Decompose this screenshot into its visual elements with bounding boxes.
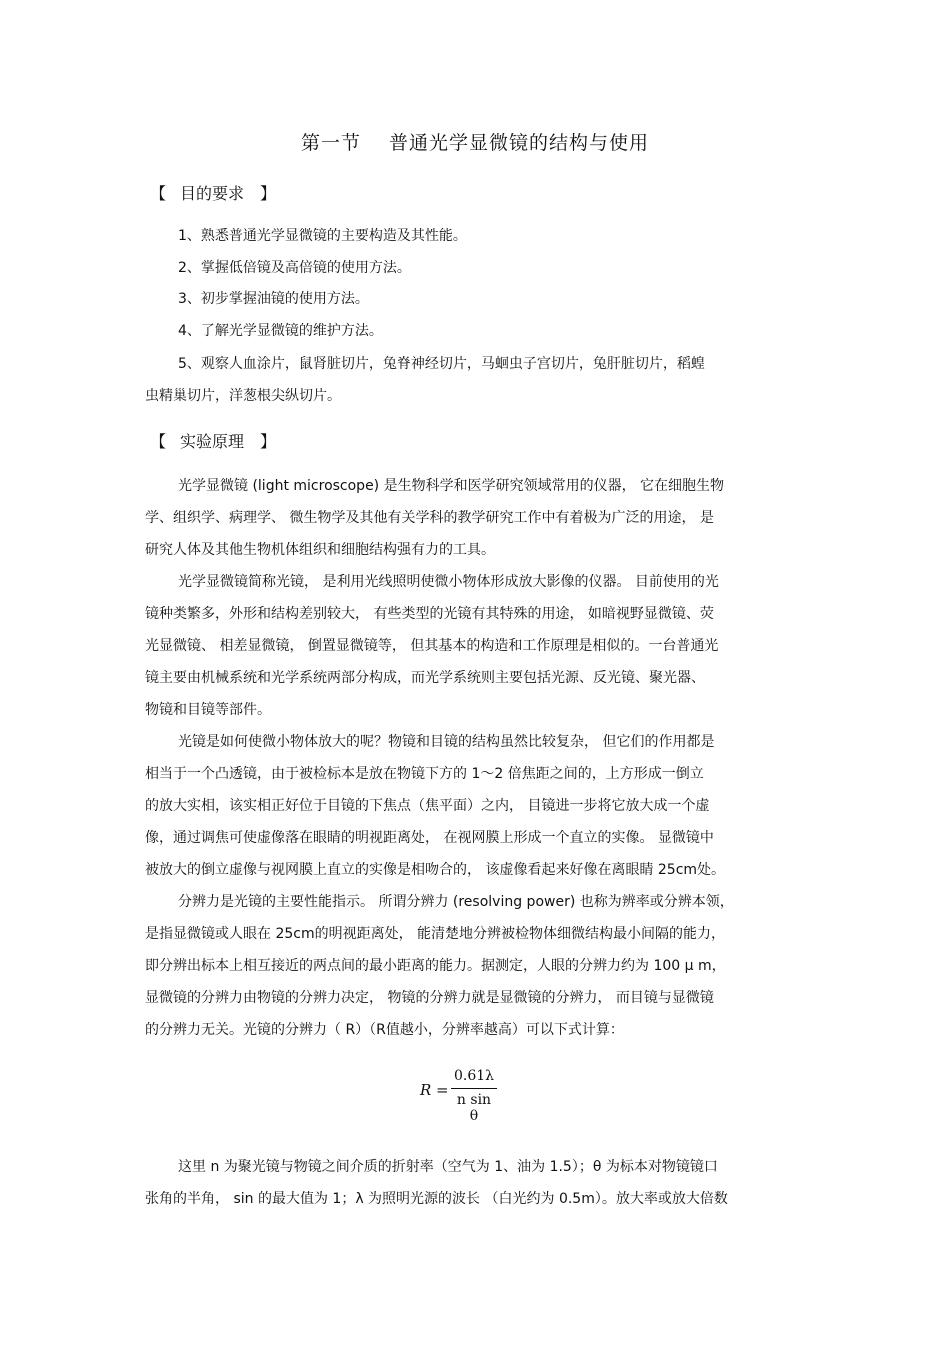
purpose-item: 1、熟悉普通光学显微镜的主要构造及其性能。 — [178, 228, 467, 244]
purpose-item-continued: 虫精巢切片，洋葱根尖纵切片。 — [145, 388, 341, 404]
fraction-bar — [451, 1088, 497, 1089]
paragraph-line: 光显微镜、 相差显微镜， 倒置显微镜等， 但其基本的构造和工作原理是相似的。一台普通光 — [145, 638, 719, 654]
paragraph-line: 光学显微镜简称光镜， 是利用光线照明使微小物体形成放大影像的仪器。 目前使用的光 — [178, 574, 719, 590]
paragraph-line: 研究人体及其他生物机体组织和细胞结构强有力的工具。 — [145, 542, 495, 558]
paragraph-line: 显微镜的分辨力由物镜的分辨力决定， 物镜的分辨力就是显微镜的分辨力， 而目镜与显微镜 — [145, 990, 714, 1006]
paragraph-line: 张角的半角， sin 的最大值为 1；λ 为照明光源的波长 （白光约为 0.5m）。放大率或放大倍数 — [145, 1191, 728, 1207]
paragraph-line: 的放大实相，该实相正好位于目镜的下焦点（焦平面）之内， 目镜进一步将它放大成一个虚 — [145, 798, 710, 814]
heading-purpose: 【 目的要求 】 — [150, 184, 277, 203]
paragraph-line: 即分辨出标本上相互接近的两点间的最小距离的能力。据测定，人眼的分辨力约为 100 μ m， — [145, 958, 726, 974]
paragraph-line: 的分辨力无关。光镜的分辨力（ R）（R值越小，分辨率越高）可以下式计算： — [145, 1022, 624, 1038]
paragraph-line: 光镜是如何使微小物体放大的呢？物镜和目镜的结构虽然比较复杂， 但它们的作用都是 — [178, 734, 715, 750]
formula-denominator: n sin θ — [456, 1092, 492, 1124]
resolution-formula — [420, 1066, 500, 1124]
page-title — [0, 128, 950, 155]
paragraph-line: 学、组织学、病理学、 微生物学及其他有关学科的教学研究工作中有着极为广泛的用途， 是 — [145, 510, 714, 526]
purpose-item: 2、掌握低倍镜及高倍镜的使用方法。 — [178, 260, 411, 276]
section-number: 第一节 — [300, 132, 361, 154]
heading-principle: 【 实验原理 】 — [150, 432, 277, 451]
paragraph-line: 光学显微镜 (light microscope) 是生物科学和医学研究领域常用的仪器， 它在细胞生物 — [178, 478, 725, 494]
formula-lhs: R = — [420, 1081, 449, 1099]
formula-numerator: 0.61λ — [453, 1068, 495, 1084]
purpose-item: 5、观察人血涂片，鼠肾脏切片，兔脊神经切片，马蛔虫子宫切片，兔肝脏切片，稻蝗 — [178, 356, 705, 372]
paragraph-line: 物镜和目镜等部件。 — [145, 702, 271, 718]
paragraph-line: 镜种类繁多，外形和结构差别较大， 有些类型的光镜有其特殊的用途， 如暗视野显微镜、荧 — [145, 606, 714, 622]
paragraph-line: 分辨力是光镜的主要性能指示。 所谓分辨力 (resolving power) 也称为辨率或分辨本领， — [178, 894, 734, 910]
section-title: 普通光学显微镜的结构与使用 — [389, 132, 650, 154]
paragraph-line: 像，通过调焦可使虚像落在眼睛的明视距离处， 在视网膜上形成一个直立的实像。 显微镜中 — [145, 830, 714, 846]
paragraph-line: 被放大的倒立虚像与视网膜上直立的实像是相吻合的， 该虚像看起来好像在离眼睛 25cm处。 — [145, 862, 726, 878]
purpose-item: 3、初步掌握油镜的使用方法。 — [178, 291, 369, 307]
paragraph-line: 这里 n 为聚光镜与物镜之间介质的折射率（空气为 1、油为 1.5）；θ 为标本对物镜镜口 — [178, 1159, 718, 1175]
paragraph-line: 镜主要由机械系统和光学系统两部分构成，而光学系统则主要包括光源、反光镜、聚光器、 — [145, 670, 705, 686]
paragraph-line: 相当于一个凸透镜，由于被检标本是放在物镜下方的 1～2 倍焦距之间的，上方形成一倒立 — [145, 766, 704, 782]
paragraph-line: 是指显微镜或人眼在 25cm的明视距离处， 能清楚地分辨被检物体细微结构最小间隔的能力， — [145, 926, 726, 942]
purpose-item: 4、了解光学显微镜的维护方法。 — [178, 323, 383, 339]
